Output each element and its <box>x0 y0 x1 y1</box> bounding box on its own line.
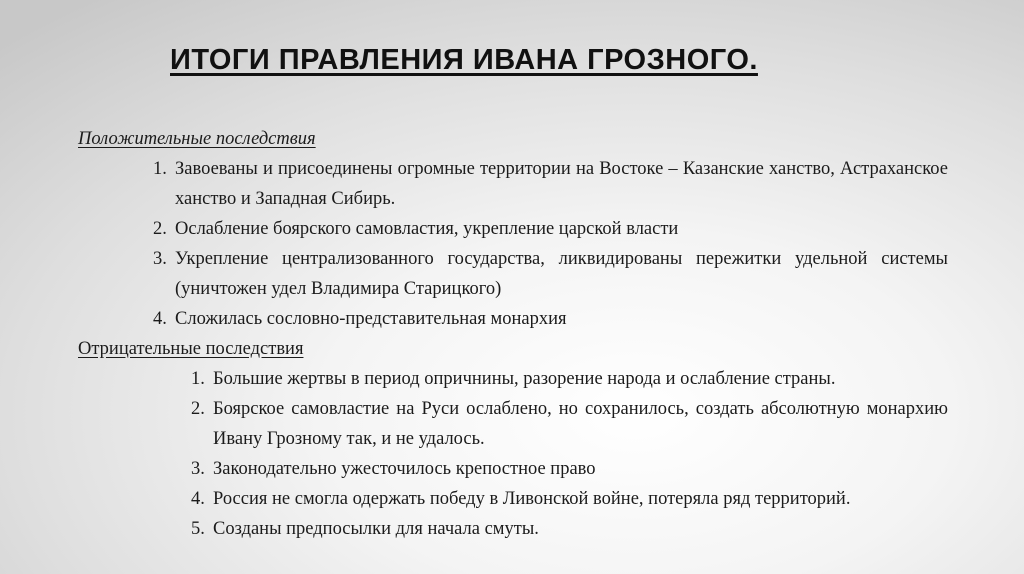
list-item <box>191 454 948 484</box>
list-item <box>191 364 948 394</box>
list-item-number: 1. <box>191 369 205 389</box>
slide-content <box>78 124 948 544</box>
list-item <box>153 304 948 334</box>
list-item-number: 3. <box>191 459 205 479</box>
negative-consequences-list <box>78 364 948 544</box>
list-item <box>191 394 948 454</box>
list-item <box>153 154 948 214</box>
list-item-number: 2. <box>153 219 167 239</box>
list-item <box>191 514 948 544</box>
list-item-text: Укрепление централизованного государства, ликвидированы пережитки удельной системы (уничтожен удел Владимира Старицкого) <box>175 249 948 299</box>
list-item-number: 2. <box>191 399 205 419</box>
list-item <box>153 244 948 304</box>
list-item-number: 4. <box>191 489 205 509</box>
list-item-number: 3. <box>153 249 167 269</box>
list-item-text: Боярское самовластие на Руси ослаблено, но сохранилось, создать абсолютную монархию Ивану Грозному так, и не удалось. <box>213 399 948 449</box>
positive-consequences-heading: Положительные последствия <box>78 129 316 149</box>
list-item-text: Законодательно ужесточилось крепостное право <box>213 459 596 479</box>
list-item-number: 5. <box>191 519 205 539</box>
list-item <box>191 484 948 514</box>
list-item-number: 1. <box>153 159 167 179</box>
list-item-text: Ослабление боярского самовластия, укрепление царской власти <box>175 219 679 239</box>
list-item <box>153 214 948 244</box>
list-item-text: Завоеваны и присоединены огромные территории на Востоке – Казанские ханство, Астраханское ханство и Западная Сибирь. <box>175 159 948 209</box>
list-item-text: Созданы предпосылки для начала смуты. <box>213 519 539 539</box>
negative-consequences-heading: Отрицательные последствия <box>78 339 304 359</box>
list-item-number: 4. <box>153 309 167 329</box>
list-item-text: Большие жертвы в период опричнины, разорение народа и ослабление страны. <box>213 369 836 389</box>
list-item-text: Сложилась сословно-представительная монархия <box>175 309 567 329</box>
list-item-text: Россия не смогла одержать победу в Ливонской войне, потеряла ряд территорий. <box>213 489 851 509</box>
positive-consequences-list <box>78 154 948 334</box>
slide-title: ИТОГИ ПРАВЛЕНИЯ ИВАНА ГРОЗНОГО. <box>170 44 758 76</box>
